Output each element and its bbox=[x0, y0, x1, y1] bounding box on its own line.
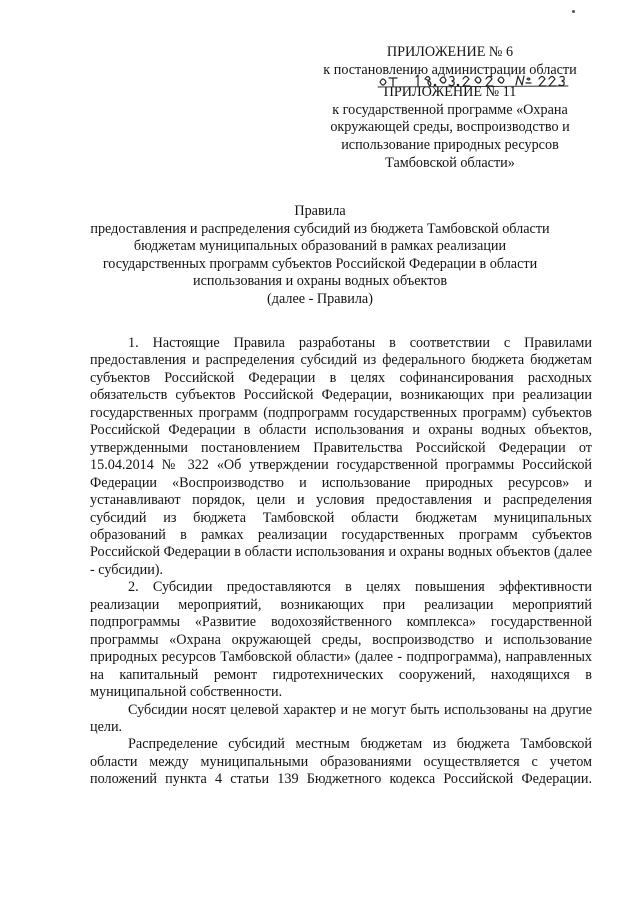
program-line-1: к государственной программе «Охрана bbox=[332, 101, 568, 118]
paragraph-3: Субсидии носят целевой характер и не могут быть использованы на другие цели. bbox=[90, 701, 592, 735]
title-line-4: использования и охраны водных объектов bbox=[192, 273, 448, 290]
scan-speck bbox=[572, 10, 575, 13]
paragraph-4: Распределение субсидий местным бюджетам из бюджета Тамбовской области между муниципальными образованиями осуществляется с учетом положений пункта 4 статьи 139 Бюджетного кодекса Российской Федерации. bbox=[90, 736, 592, 788]
program-line-3: использование природных ресурсов bbox=[341, 136, 559, 153]
resolution-reference: к постановлению администрации области bbox=[323, 61, 577, 78]
program-line-4: Тамбовской области» bbox=[385, 154, 515, 171]
program-line-2: окружающей среды, воспроизводство и bbox=[330, 119, 570, 136]
title-line-2: бюджетам муниципальных образований в рамках реализации bbox=[133, 238, 507, 255]
document-title bbox=[80, 203, 560, 309]
document-body bbox=[90, 335, 592, 789]
title-heading: Правила bbox=[294, 203, 346, 219]
title-line-3: государственных программ субъектов Российской Федерации в области bbox=[102, 255, 538, 272]
handwritten-date-number bbox=[376, 70, 572, 90]
appendix-header bbox=[300, 44, 600, 172]
appendix-6-label: ПРИЛОЖЕНИЕ № 6 bbox=[386, 44, 514, 60]
title-line-5: (далее - Правила) bbox=[267, 290, 373, 307]
handwritten-signature-graphic bbox=[376, 70, 572, 90]
title-line-1: предоставления и распределения субсидий из бюджета Тамбовской области bbox=[90, 220, 550, 237]
paragraph-1: 1. Настоящие Правила разработаны в соответствии с Правилами предоставления и распределения субсидий из федерального бюджета бюджетам субъектов Российской Федерации в целях софинансирования расходных обязательств субъектов Российской Федерации, возникающих при реализации государственных программ (подпрограмм государственных программ) субъектов Российской Федерации в области использования и охраны водных объектов, утвержденными постановлением Правительства Российской Федерации от 15.04.2014 № 322 «Об утверждении государственной программы Российской Федерации «Воспроизводство и использование природных ресурсов» и устанавливают порядок, цели и условия предоставления и распределения субсидий из бюджета Тамбовской области бюджетам муниципальных образований в рамках реализации государственных программ субъектов Российской Федерации в области использования и охраны водных объектов (далее - субсидии). bbox=[90, 335, 592, 578]
appendix-11-label: ПРИЛОЖЕНИЕ № 11 bbox=[383, 84, 517, 101]
paragraph-2: 2. Субсидии предоставляются в целях повышения эффективности реализации мероприятий, возникающих при реализации мероприятий подпрограммы «Развитие водохозяйственного комплекса» государственной программы «Охрана окружающей среды, воспроизводство и использование природных ресурсов Тамбовской области» (далее - подпрограмма), направленных на капитальный ремонт гидротехнических сооружений, находящихся в муниципальной собственности. bbox=[90, 579, 592, 701]
